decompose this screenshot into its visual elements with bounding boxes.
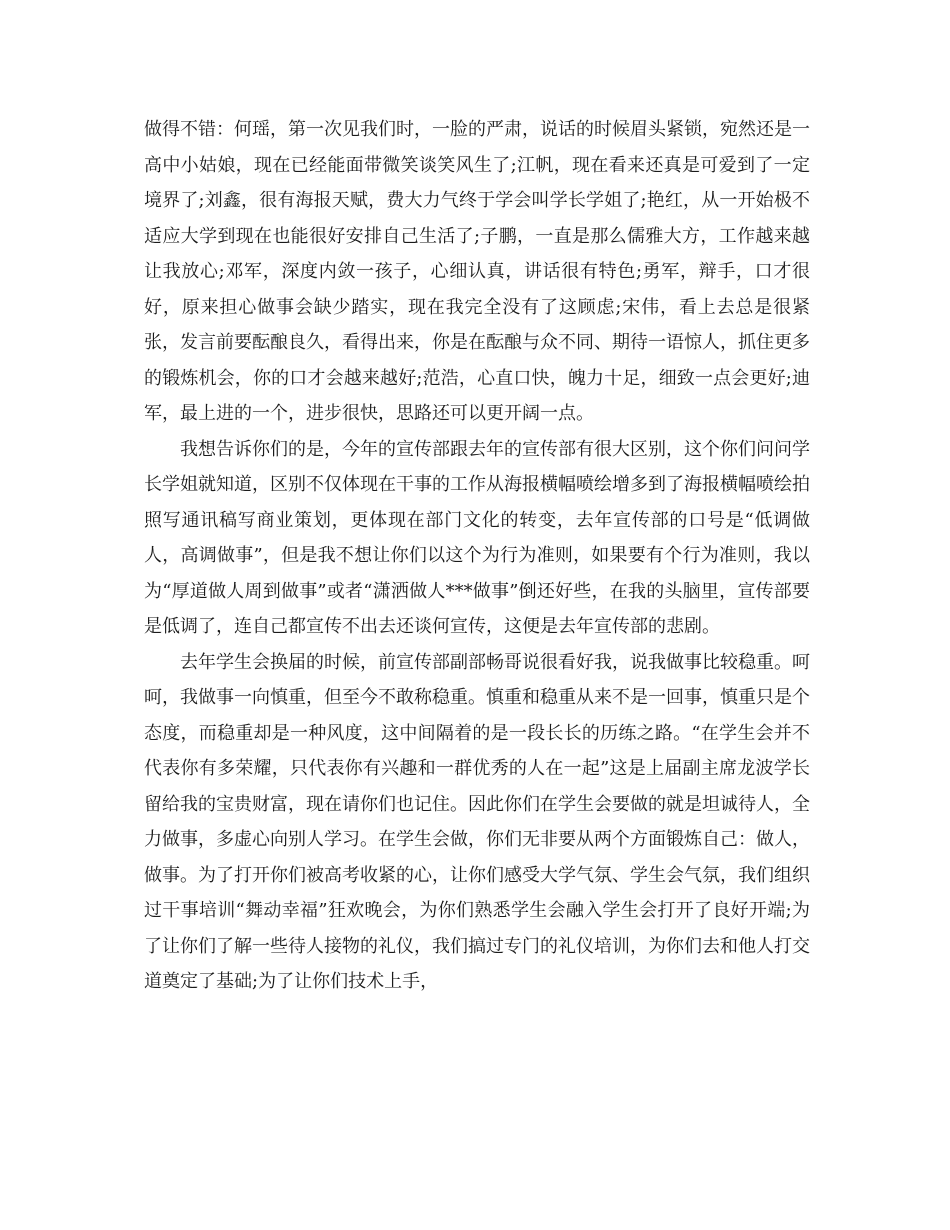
paragraph-1: 做得不错：何瑶，第一次见我们时，一脸的严肃，说话的时候眉头紧锁，宛然还是一高中小姑娘，现在已经能面带微笑谈笑风生了;江帆，现在看来还真是可爱到了一定境界了;刘鑫，很有海报天赋，费大力气终于学会叫学长学姐了;艳红，从一开始极不适应大学到现在也能很好安排自己生活了;子鹏，一直是那么儒雅大方，工作越来越让我放心;邓军，深度内敛一孩子，心细认真，讲话很有特色;勇军，辩手，口才很好，原来担心做事会缺少踏实，现在我完全没有了这顾虑;宋伟，看上去总是很紧张，发言前要酝酿良久，看得出来，你是在酝酿与众不同、期待一语惊人，抓住更多的锻炼机会，你的口才会越来越好;范浩，心直口快，魄力十足，细致一点会更好;迪军，最上进的一个，进步很快，思路还可以更开阔一点。 xyxy=(144,119,810,424)
paragraph-3: 去年学生会换届的时候，前宣传部副部畅哥说很看好我，说我做事比较稳重。呵呵，我做事一向慎重，但至今不敢称稳重。慎重和稳重从来不是一回事，慎重只是个态度，而稳重却是一种风度，这中间隔着的是一段长长的历练之路。“在学生会并不代表你有多荣耀，只代表你有兴趣和一群优秀的人在一起”这是上届副主席龙波学长留给我的宝贵财富，现在请你们也记住。因此你们在学生会要做的就是坦诚待人，全力做事，多虚心向别人学习。在学生会做，你们无非要从两个方面锻炼自己：做人，做事。为了打开你们被高考收紧的心，让你们感受大学气氛、学生会气氛，我们组织过干事培训“舞动幸福”狂欢晚会，为你们熟悉学生会融入学生会打开了良好开端;为了让你们了解一些待人接物的礼仪，我们搞过专门的礼仪培训，为你们去和他人打交道奠定了基础;为了让你们技术上手， xyxy=(144,651,810,992)
document-body xyxy=(144,112,810,1000)
paragraph-2: 我想告诉你们的是，今年的宣传部跟去年的宣传部有很大区别，这个你们问问学长学姐就知道，区别不仅体现在干事的工作从海报横幅喷绘增多到了海报横幅喷绘拍照写通讯稿写商业策划，更体现在部门文化的转变，去年宣传部的口号是“低调做人，高调做事”，但是我不想让你们以这个为行为准则，如果要有个行为准则，我以为“厚道做人周到做事”或者“潇洒做人***做事”倒还好些，在我的头脑里，宣传部要是低调了，连自己都宣传不出去还谈何宣传，这便是去年宣传部的悲剧。 xyxy=(144,438,810,637)
